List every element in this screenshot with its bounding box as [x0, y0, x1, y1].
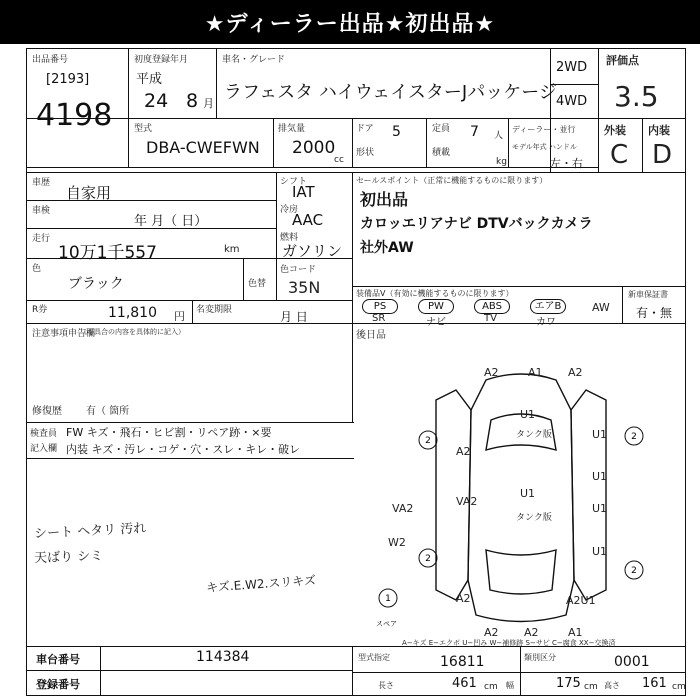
first-reg-label: 初度登録年月 — [134, 55, 189, 65]
displacement-unit: cc — [334, 155, 344, 165]
usage-value: 自家用 — [66, 184, 112, 202]
load-unit: kg — [496, 157, 507, 167]
transfer-value: 月 日 — [280, 310, 308, 324]
damage-mark: A2 — [484, 366, 499, 379]
reg-year: 24 — [144, 90, 169, 112]
length-unit: cm — [484, 682, 498, 692]
warranty-book-value: 有・無 — [636, 306, 673, 320]
equip-tv: TV — [484, 313, 497, 324]
damage-marks — [388, 366, 607, 639]
damage-mark: A1 — [528, 366, 543, 379]
tire-mark: 2 — [631, 432, 637, 442]
equip-aw: AW — [592, 301, 610, 314]
height-label: 高さ — [604, 681, 620, 690]
chassis-label: 車台番号 — [36, 653, 80, 666]
interior-grade: D — [652, 140, 673, 170]
type-label: 型式 — [134, 124, 153, 134]
equip-leather: カワ — [536, 317, 556, 328]
damage-mark: A2 — [568, 366, 583, 379]
warranty-book-label: 新車保証書 — [628, 290, 668, 299]
width-unit: cm — [584, 682, 598, 692]
car-damage-diagram — [356, 340, 686, 645]
reg-month-unit: 月 — [203, 97, 214, 110]
model-name: ラフェスタ ハイウェイスターJパッケージ — [224, 82, 557, 103]
handwritten-note: シート ヘタリ 汚れ — [33, 521, 147, 542]
seats-unit: 人 — [494, 131, 504, 141]
equip-pw-badge: PW — [418, 299, 454, 314]
equipment-label: 装備品V（有効に機能するものに限ります） — [356, 289, 514, 298]
color-code-label: 色コード — [280, 265, 317, 275]
tire-mark: 2 — [425, 436, 431, 446]
damage-mark: U1 — [592, 502, 608, 515]
damage-mark: U1 — [592, 470, 608, 483]
length-label: 長さ — [378, 681, 394, 690]
doors-label: ドア — [356, 124, 374, 134]
shape-label: 形状 — [356, 148, 375, 158]
color-change-label: 色替 — [248, 279, 267, 289]
damage-mark: A2 — [524, 626, 539, 639]
usage-label: 車歴 — [32, 178, 51, 188]
displacement-value: 2000 — [292, 138, 336, 158]
inspector-label-1: 検査員 — [30, 429, 58, 439]
exterior-label: 外装 — [604, 124, 626, 137]
ac-value: AAC — [292, 211, 324, 229]
sales-point-label: セールスポイント（正常に機能するものに限ります） — [356, 176, 548, 185]
damage-mark: A2 — [456, 445, 471, 458]
damage-mark: U1 — [520, 408, 536, 421]
inspection-label: 車検 — [32, 206, 51, 216]
damage-mark: A2U1 — [566, 594, 596, 607]
registration-label: 登録番号 — [36, 678, 80, 691]
ac-label: 冷房 — [280, 205, 299, 215]
damage-mark: A2 — [484, 626, 499, 639]
repair-value: 有（ 箇所 — [86, 406, 130, 417]
damage-mark: タンク版 — [516, 430, 552, 440]
sales-point-lines — [360, 188, 593, 260]
after-label: 後日品 — [356, 330, 386, 341]
exterior-grade: C — [610, 140, 629, 170]
handwritten-note: キズ.E.W2.スリキズ — [205, 573, 317, 595]
color-value: ブラック — [68, 276, 124, 292]
drive-2wd: 2WD — [556, 60, 588, 75]
recycle-unit: 円 — [174, 310, 185, 323]
class-code-label: 類別区分 — [524, 653, 556, 662]
lot-number: 4198 — [36, 98, 113, 133]
equip-sr: SR — [372, 313, 386, 324]
height-unit: cm — [672, 682, 686, 692]
mileage-label: 走行 — [32, 234, 51, 244]
seats-value: 7 — [470, 124, 479, 140]
damage-mark: VA2 — [392, 502, 414, 515]
damage-mark: U1 — [592, 545, 608, 558]
damage-mark: W2 — [388, 536, 406, 549]
equip-ps-badge: PS — [362, 299, 398, 314]
shift-label: シフト — [280, 177, 308, 187]
model-code-label: 型式指定 — [358, 653, 390, 662]
doors-value: 5 — [392, 124, 401, 140]
handle-label: モデル年式 ハンドル — [512, 143, 577, 151]
model-code: 16811 — [440, 654, 485, 670]
sales-line: 初出品 — [360, 190, 409, 209]
width-label: 幅 — [506, 681, 514, 690]
damage-mark: A2 — [456, 592, 471, 605]
color-code-value: 35N — [288, 278, 321, 297]
height-value: 161 — [642, 676, 667, 691]
repair-label: 修復歴 — [32, 406, 62, 417]
seats-label: 定員 — [432, 124, 451, 134]
tire-mark: 2 — [425, 554, 431, 564]
damage-legend: A−キズ E−エクボ U−凹み W−補修跡 S−サビ C−腐食 XX−交換済 — [402, 639, 616, 647]
damage-mark: U1 — [520, 487, 536, 500]
color-label: 色 — [32, 264, 42, 274]
damage-mark: VA2 — [456, 495, 478, 508]
inspector-row-interior: 内装 キズ・汚レ・コゲ・穴・スレ・キレ・破レ — [66, 443, 301, 456]
transfer-label: 名変期限 — [196, 305, 233, 315]
reg-month: 8 — [186, 90, 199, 112]
lot-sub: [2193] — [46, 72, 90, 87]
spare-label: スペア — [376, 620, 397, 628]
recycle-value: 11,810 — [108, 305, 157, 321]
fuel-label: 燃料 — [280, 233, 299, 243]
damage-mark: U1 — [592, 428, 608, 441]
length-value: 461 — [452, 676, 477, 691]
class-code: 0001 — [614, 654, 650, 670]
model-label: 車名・グレード — [222, 55, 286, 65]
lot-label: 出品番号 — [32, 55, 69, 65]
grade-label: 評価点 — [606, 54, 639, 67]
sales-line: 社外AW — [360, 240, 414, 256]
handwritten-note: 天ばり シミ — [33, 548, 104, 567]
notes-label: 注意事項申告欄 — [32, 329, 96, 339]
load-label: 積載 — [432, 148, 451, 158]
interior-label: 内装 — [648, 124, 670, 137]
grade-value: 3.5 — [614, 80, 659, 113]
mileage-unit: km — [224, 244, 240, 255]
tire-marks — [379, 427, 643, 607]
equip-abs-badge: ABS — [474, 299, 510, 314]
damage-mark: タンク版 — [516, 513, 552, 523]
tire-mark: 2 — [631, 566, 637, 576]
recycle-label: R券 — [32, 305, 48, 315]
inspection-value: 年 月（ 日） — [134, 214, 208, 229]
tire-mark: 1 — [385, 594, 391, 604]
chassis-number: 114384 — [196, 649, 250, 665]
shift-value: IAT — [292, 183, 315, 201]
era: 平成 — [136, 72, 163, 87]
width-value: 175 — [556, 676, 581, 691]
fuel-value: ガソリン — [282, 242, 343, 260]
dealer-label: ディーラー・並行 — [512, 125, 576, 134]
mileage-value: 10万1千557 — [58, 243, 157, 263]
damage-mark: A1 — [568, 626, 583, 639]
inspector-label-2: 記入欄 — [30, 444, 58, 454]
equip-airbag-badge: エアB — [530, 299, 566, 314]
displacement-label: 排気量 — [278, 124, 306, 134]
sales-line: カロッエリアナビ DTVバックカメラ — [360, 216, 593, 232]
type-value: DBA-CWEFWN — [146, 138, 260, 157]
dealer-banner: ★ディーラー出品★初出品★ — [0, 0, 700, 44]
notes-sub: （不具合の内容を具体的に記入） — [80, 328, 185, 336]
handle-value: 左・右 — [550, 157, 583, 170]
inspector-row-fw: FW キズ・飛石・ヒビ割・リペア跡・×要 — [66, 426, 272, 439]
drive-4wd: 4WD — [556, 94, 588, 109]
equip-navi: ナビ — [426, 317, 446, 328]
